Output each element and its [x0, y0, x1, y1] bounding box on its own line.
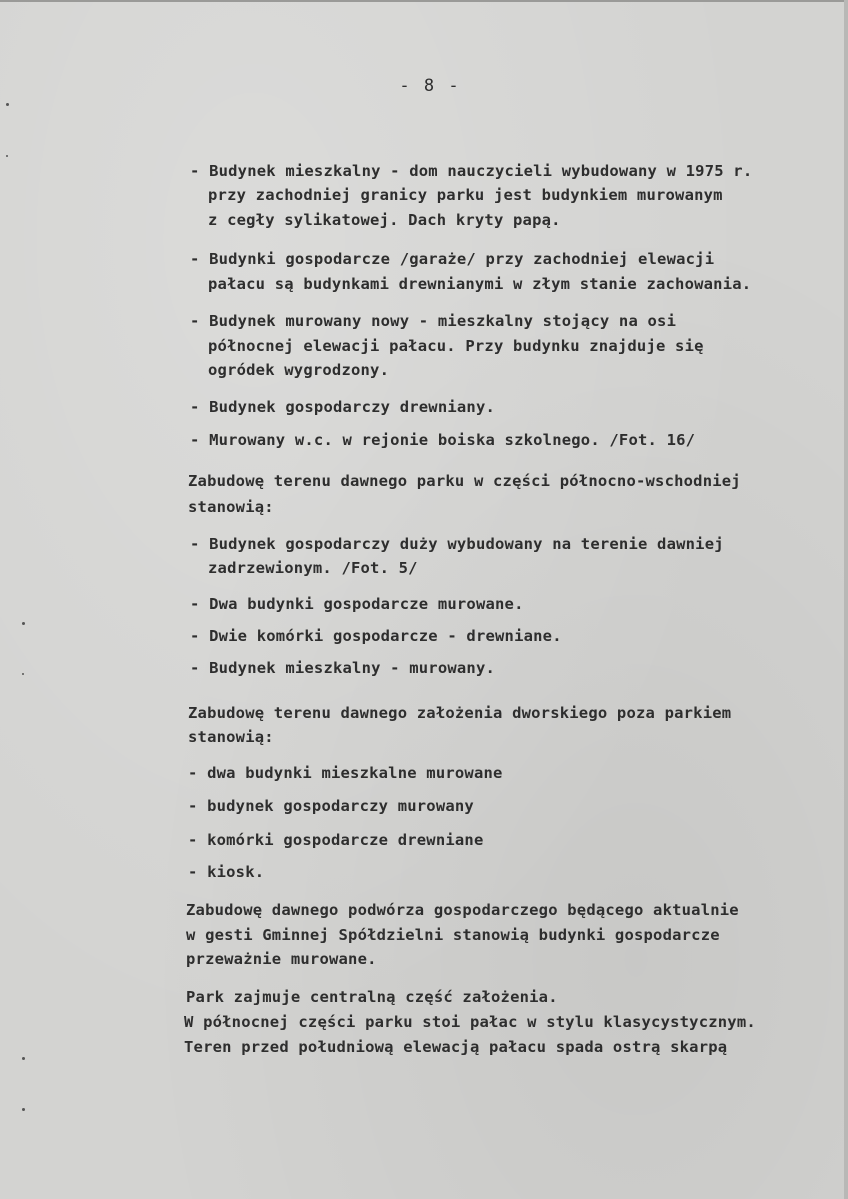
- text-line: w gesti Gminnej Spółdzielni stanowią budynki gospodarcze: [186, 926, 720, 944]
- text-line: - Dwie komórki gospodarcze - drewniane.: [190, 627, 562, 645]
- text-line: Zabudowę terenu dawnego założenia dworskiego poza parkiem: [188, 704, 732, 722]
- page-number: - 8 -: [399, 76, 461, 96]
- page-top-edge: [0, 0, 848, 2]
- margin-speck: [6, 155, 8, 157]
- margin-speck: [22, 1057, 25, 1060]
- text-line: - dwa budynki mieszkalne murowane: [188, 764, 503, 782]
- text-line: - kiosk.: [188, 863, 265, 881]
- margin-speck: [22, 622, 25, 625]
- text-line: - budynek gospodarczy murowany: [188, 797, 474, 815]
- text-line: stanowią:: [188, 728, 274, 746]
- text-line: - komórki gospodarcze drewniane: [188, 831, 484, 849]
- margin-speck: [22, 673, 24, 675]
- text-line: z cegły sylikatowej. Dach kryty papą.: [208, 211, 561, 229]
- text-line: Zabudowę terenu dawnego parku w części północno-wschodniej: [188, 472, 741, 490]
- text-line: - Budynek murowany nowy - mieszkalny stojący na osi: [190, 312, 677, 330]
- text-line: stanowią:: [188, 498, 274, 516]
- text-line: - Budynek gospodarczy duży wybudowany na terenie dawniej: [190, 535, 724, 553]
- text-line: - Budynek mieszkalny - dom nauczycieli wybudowany w 1975 r.: [190, 162, 753, 180]
- text-line: - Budynek gospodarczy drewniany.: [190, 398, 496, 416]
- text-line: północnej elewacji pałacu. Przy budynku znajduje się: [208, 337, 704, 355]
- text-line: ogródek wygrodzony.: [208, 361, 390, 379]
- margin-speck: [6, 103, 9, 106]
- text-line: pałacu są budynkami drewnianymi w złym stanie zachowania.: [208, 275, 752, 293]
- text-line: przy zachodniej granicy parku jest budynkiem murowanym: [208, 186, 723, 204]
- text-line: Park zajmuje centralną część założenia.: [186, 988, 558, 1006]
- text-line: - Dwa budynki gospodarcze murowane.: [190, 595, 524, 613]
- text-line: zadrzewionym. /Fot. 5/: [208, 559, 418, 577]
- text-line: - Budynek mieszkalny - murowany.: [190, 659, 496, 677]
- margin-speck: [22, 1108, 25, 1111]
- text-line: - Budynki gospodarcze /garaże/ przy zachodniej elewacji: [190, 250, 715, 268]
- text-line: przeważnie murowane.: [186, 950, 377, 968]
- page-right-edge: [844, 0, 848, 1199]
- text-line: - Murowany w.c. w rejonie boiska szkolnego. /Fot. 16/: [190, 431, 696, 449]
- text-line: Zabudowę dawnego podwórza gospodarczego będącego aktualnie: [186, 901, 739, 919]
- text-line: W północnej części parku stoi pałac w stylu klasycystycznym.: [184, 1013, 756, 1031]
- text-line: Teren przed południową elewacją pałacu spada ostrą skarpą: [184, 1038, 728, 1056]
